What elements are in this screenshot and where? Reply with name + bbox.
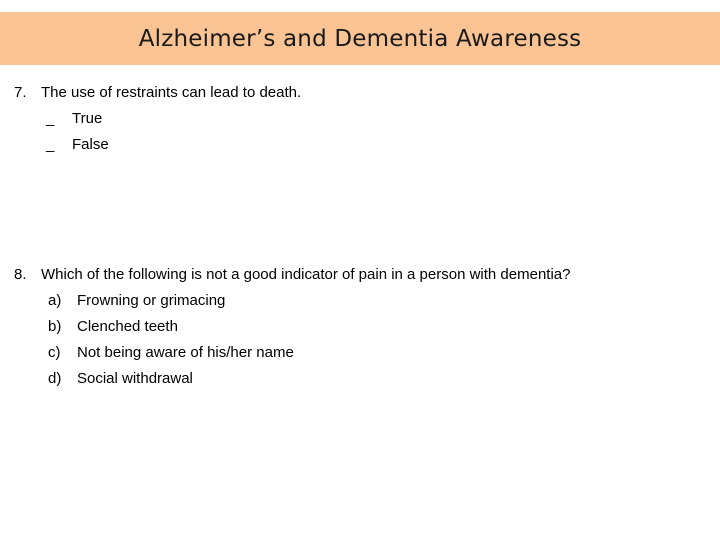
question-text: The use of restraints can lead to death. — [41, 84, 302, 101]
question-text: Which of the following is not a good indicator of pain in a person with dementia? — [41, 266, 571, 283]
question-number: 8. — [14, 266, 27, 283]
option-letter-b: b) — [48, 318, 62, 335]
answer-blank: _ — [46, 110, 55, 127]
answer-blank: _ — [46, 136, 55, 153]
option-false: False — [72, 136, 109, 153]
option-letter-a: a) — [48, 292, 62, 309]
option-true: True — [72, 110, 103, 127]
title-bar — [0, 12, 720, 65]
option-d: Social withdrawal — [77, 370, 193, 387]
slide-title: Alzheimer’s and Dementia Awareness — [138, 25, 582, 52]
question-number: 7. — [14, 84, 27, 101]
option-a: Frowning or grimacing — [77, 292, 226, 309]
option-letter-d: d) — [48, 370, 62, 387]
question-7 — [14, 84, 301, 102]
option-letter-c: c) — [48, 344, 61, 361]
option-c: Not being aware of his/her name — [77, 344, 294, 361]
option-b: Clenched teeth — [77, 318, 178, 335]
question-8 — [14, 266, 570, 284]
